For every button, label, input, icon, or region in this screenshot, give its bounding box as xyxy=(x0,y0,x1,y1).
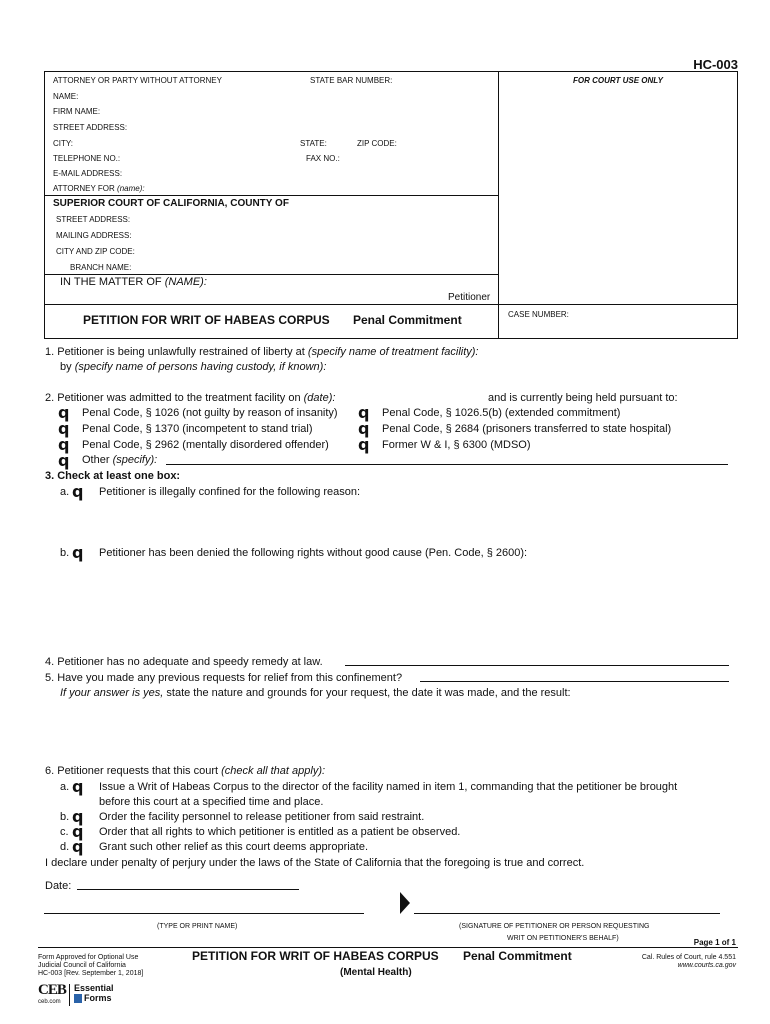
ceb-logo: CEB xyxy=(38,982,66,998)
checkbox-1026-5b[interactable]: q xyxy=(358,403,370,422)
item-4: 4. Petitioner has no adequate and speedy remedy at law. xyxy=(45,656,323,668)
attorney-label: ATTORNEY OR PARTY WITHOUT ATTORNEY xyxy=(53,76,222,85)
essential-forms-logo-line-1: Essential xyxy=(74,983,114,993)
date-label: Date: xyxy=(45,880,72,892)
item-5: 5. Have you made any previous requests for relief from this confinement? xyxy=(45,672,403,684)
checkbox-2962[interactable]: q xyxy=(58,435,70,454)
checkbox-other[interactable]: q xyxy=(58,451,70,470)
opt-other-label: Other (specify): xyxy=(82,454,158,466)
signature-arrow-icon xyxy=(400,892,412,914)
checkbox-1370[interactable]: q xyxy=(58,419,70,438)
item-6a-letter: a. xyxy=(60,781,70,793)
print-name-field[interactable] xyxy=(44,903,364,914)
item-6b-letter: b. xyxy=(60,811,70,823)
petition-title: PETITION FOR WRIT OF HABEAS CORPUS xyxy=(83,313,330,327)
approved-line-2: Judicial Council of California xyxy=(38,962,126,969)
courts-url[interactable]: www.courts.ca.gov xyxy=(677,962,736,969)
case-number-label: CASE NUMBER: xyxy=(508,310,569,319)
checkbox-1026[interactable]: q xyxy=(58,403,70,422)
signature-caption-1: (SIGNATURE OF PETITIONER OR PERSON REQUESTING xyxy=(459,923,650,930)
opt-2684-label: Penal Code, § 2684 (prisoners transferred to state hospital) xyxy=(382,423,672,435)
court-branch-label: BRANCH NAME: xyxy=(70,263,132,272)
item-6d-letter: d. xyxy=(60,841,70,853)
checkbox-6a[interactable]: q xyxy=(72,777,84,796)
item-3-title: 3. Check at least one box: xyxy=(45,470,181,482)
signature-field[interactable] xyxy=(414,903,720,914)
court-title: SUPERIOR COURT OF CALIFORNIA, COUNTY OF xyxy=(53,198,289,209)
firm-label: FIRM NAME: xyxy=(53,107,101,116)
penal-commitment-label: Penal Commitment xyxy=(353,313,462,327)
item-3b-text: Petitioner has been denied the following rights without good cause (Pen. Code, § 2600): xyxy=(99,547,528,559)
item-6d-text: Grant such other relief as this court deems appropriate. xyxy=(99,841,369,853)
item-1-by: by (specify name of persons having custody, if known): xyxy=(60,361,327,373)
state-bar-label: STATE BAR NUMBER: xyxy=(310,76,393,85)
essential-forms-logo-line-2: Forms xyxy=(84,993,112,1003)
type-name-caption: (TYPE OR PRINT NAME) xyxy=(157,923,238,930)
court-street-label: STREET ADDRESS: xyxy=(56,215,131,224)
zip-label: ZIP CODE: xyxy=(357,139,397,148)
court-mailing-label: MAILING ADDRESS: xyxy=(56,231,132,240)
date-field[interactable] xyxy=(77,879,299,890)
declaration: I declare under penalty of perjury under the laws of the State of California that the foregoing is true and correct. xyxy=(45,857,585,869)
item-3b-letter: b. xyxy=(60,547,70,559)
state-label: STATE: xyxy=(300,139,327,148)
checkbox-6d[interactable]: q xyxy=(72,837,84,856)
item-6a-text-2: before this court at a specified time and place. xyxy=(99,796,324,808)
opt-6300-label: Former W & I, § 6300 (MDSO) xyxy=(382,439,531,451)
ceb-url: ceb.com xyxy=(38,999,61,1005)
item-2: 2. Petitioner was admitted to the treatment facility on (date): xyxy=(45,392,336,404)
opt-2962-label: Penal Code, § 2962 (mentally disordered offender) xyxy=(82,439,329,451)
footer-title: PETITION FOR WRIT OF HABEAS CORPUS xyxy=(192,949,439,963)
essential-forms-icon xyxy=(74,994,82,1003)
item-5-instruction: If your answer is yes, state the nature and grounds for your request, the date it was made, and the result: xyxy=(60,687,571,699)
item-6b-text: Order the facility personnel to release petitioner from said restraint. xyxy=(99,811,425,823)
street-label: STREET ADDRESS: xyxy=(53,123,128,132)
approved-line-1: Form Approved for Optional Use xyxy=(38,954,139,961)
approved-line-3: HC-003 [Rev. September 1, 2018] xyxy=(38,970,144,977)
matter-label: IN THE MATTER OF (NAME): xyxy=(60,276,207,288)
court-cityzip-label: CITY AND ZIP CODE: xyxy=(56,247,135,256)
opt-1370-label: Penal Code, § 1370 (incompetent to stand trial) xyxy=(82,423,313,435)
email-label: E-MAIL ADDRESS: xyxy=(53,169,123,178)
checkbox-6b[interactable]: q xyxy=(72,807,84,826)
checkbox-2684[interactable]: q xyxy=(358,419,370,438)
checkbox-3a[interactable]: q xyxy=(72,482,84,501)
item-6c-letter: c. xyxy=(60,826,69,838)
opt-1026-5b-label: Penal Code, § 1026.5(b) (extended commitment) xyxy=(382,407,621,419)
item-6: 6. Petitioner requests that this court (check all that apply): xyxy=(45,765,326,777)
item-3a-letter: a. xyxy=(60,486,70,498)
checkbox-3b[interactable]: q xyxy=(72,543,84,562)
page-number: Page 1 of 1 xyxy=(693,938,736,947)
opt-1026-label: Penal Code, § 1026 (not guilty by reason of insanity) xyxy=(82,407,338,419)
item-6a-text: Issue a Writ of Habeas Corpus to the director of the facility named in item 1, commanding that the petitioner be brought xyxy=(99,781,678,793)
checkbox-6300[interactable]: q xyxy=(358,435,370,454)
name-label: NAME: xyxy=(53,92,79,101)
form-id: HC-003 xyxy=(693,57,738,72)
phone-label: TELEPHONE NO.: xyxy=(53,154,121,163)
signature-caption-2: WRIT ON PETITIONER'S BEHALF) xyxy=(507,935,619,942)
item-2-current: and is currently being held pursuant to: xyxy=(488,392,678,404)
footer-penal: Penal Commitment xyxy=(463,949,572,963)
court-use-label: FOR COURT USE ONLY xyxy=(573,76,663,85)
checkbox-6c[interactable]: q xyxy=(72,822,84,841)
item-6c-text: Order that all rights to which petitioner is entitled as a patient be observed. xyxy=(99,826,461,838)
attorney-for-label: ATTORNEY FOR (name): xyxy=(53,184,145,193)
item-5-answer-field[interactable] xyxy=(420,671,729,682)
fax-label: FAX NO.: xyxy=(306,154,340,163)
item-4-field[interactable] xyxy=(345,655,729,666)
petitioner-label: Petitioner xyxy=(448,292,491,303)
city-label: CITY: xyxy=(53,139,74,148)
item-1: 1. Petitioner is being unlawfully restrained of liberty at (specify name of treatment facility): xyxy=(45,346,479,358)
other-specify-field[interactable] xyxy=(166,454,728,465)
rules-of-court: Cal. Rules of Court, rule 4.551 xyxy=(641,954,736,961)
item-3a-text: Petitioner is illegally confined for the following reason: xyxy=(99,486,361,498)
footer-subtitle: (Mental Health) xyxy=(340,967,412,978)
